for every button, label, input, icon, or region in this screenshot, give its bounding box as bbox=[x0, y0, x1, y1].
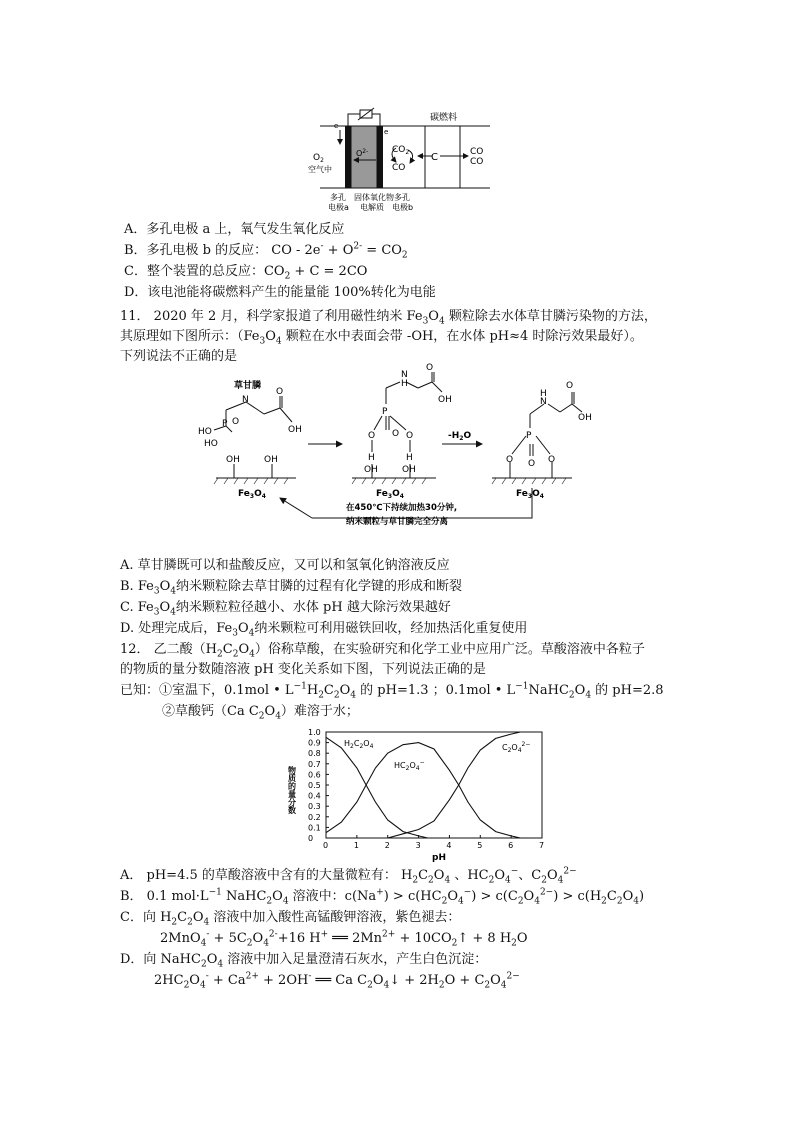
q10-option-d: D．该电池能将碳燃料产生的能量能 100%转化为电能 bbox=[124, 285, 436, 300]
label-c: C bbox=[431, 152, 438, 163]
series-line-HC2O4- bbox=[326, 743, 520, 838]
distribution-chart bbox=[287, 726, 552, 863]
q12-known-2: ②草酸钙（Ca $C_2O_4$）难溶于水； bbox=[162, 704, 359, 722]
atom-oh-2: OH bbox=[226, 455, 240, 465]
atom-p-3: P bbox=[526, 431, 532, 441]
y-tick-label: 0.9 bbox=[308, 738, 321, 748]
series-line-C2O42- bbox=[388, 732, 521, 838]
atom-o-9: O bbox=[528, 459, 536, 469]
q12-stem-2: 的物质的量分数随溶液 pH 变化关系如下图，下列说法正确的是 bbox=[120, 662, 486, 677]
atom-p-1: P bbox=[222, 419, 228, 429]
label-co-mid: CO bbox=[392, 163, 406, 173]
atom-n-2: N bbox=[401, 370, 408, 380]
atom-oh-7: OH bbox=[578, 413, 592, 423]
x-tick-label: 3 bbox=[415, 841, 421, 850]
label-co2: $CO_2$ bbox=[392, 145, 410, 156]
x-tick-label: 4 bbox=[446, 841, 452, 850]
label-b2: 电极b bbox=[392, 203, 414, 212]
glyphosate-diagram bbox=[196, 363, 606, 534]
label-loop-2: 纳米颗粒与草甘膦完全分离 bbox=[346, 517, 449, 527]
atom-oh-4: OH bbox=[438, 395, 452, 405]
q12-option-c: C．向 $H_2C_2O_4$ 溶液中加入酸性高锰酸钾溶液，紫色褪去： bbox=[120, 910, 461, 928]
q11-stem-3: 下列说法不正确的是 bbox=[120, 349, 238, 364]
y-tick-label: 1.0 bbox=[308, 728, 321, 737]
series-label-hc2o4: $HC_2O_4^-$ bbox=[394, 759, 425, 772]
y-tick-label: 0.7 bbox=[308, 759, 321, 769]
chart-ylabel: 物质的量分数 bbox=[287, 766, 297, 814]
atom-h-3: H bbox=[540, 389, 547, 399]
chart-xlabel: pH bbox=[432, 853, 446, 863]
label-fe3o4-2: $Fe_3O_4$ bbox=[376, 489, 404, 500]
q12-known-1: 已知：①室温下，0.1mol • $L^{-1}H_2C_2O_4$ 的 pH=1.3 ；0.1mol • $L^{-1}NaHC_2O_4$ 的 pH=2.8 bbox=[120, 681, 664, 701]
q11-stem-2: 其原理如下图所示：（$Fe_3O_4$ 颗粒在水中表面会带 -OH，在水体 pH≈4 时除污效果最好）。 bbox=[120, 329, 643, 347]
y-tick-label: 0.6 bbox=[308, 770, 321, 780]
series-label-h2c2o4: $H_2C_2O_4$ bbox=[344, 739, 374, 750]
atom-h-top: H bbox=[401, 379, 408, 389]
x-tick-label: 2 bbox=[384, 841, 390, 850]
q11-option-a: A. 草甘膦既可以和盐酸反应，又可以和氢氧化钠溶液反应 bbox=[120, 558, 450, 573]
q10-option-c: C．整个装置的总反应：$CO_2 + C = 2CO$ bbox=[124, 264, 368, 282]
series-line-H2C2O4 bbox=[326, 737, 428, 838]
y-tick-label: 0.4 bbox=[308, 791, 321, 801]
atom-oh-6: OH bbox=[402, 465, 416, 475]
x-tick-label: 5 bbox=[477, 841, 483, 850]
label-o2: $O_2$ bbox=[313, 153, 324, 164]
atom-o-7: O bbox=[566, 381, 574, 391]
label-o2-ion: $O^{2-}$ bbox=[356, 148, 369, 158]
label-a1: 多孔 bbox=[330, 193, 346, 202]
atom-o-2: O bbox=[276, 387, 284, 397]
atom-n-1: N bbox=[242, 395, 249, 405]
atom-oh-1: OH bbox=[288, 425, 302, 435]
label-a2: 电极a bbox=[328, 203, 349, 212]
label-loop-1: 在450℃下持续加热30分钟, bbox=[346, 503, 458, 513]
label-co-right2: CO bbox=[470, 157, 484, 167]
y-tick-label: 0.5 bbox=[308, 781, 321, 790]
label-fe3o4-3: $Fe_3O_4$ bbox=[516, 489, 544, 500]
label-minus-h2o: $-H_2O$ bbox=[448, 431, 472, 442]
y-tick-label: 0.2 bbox=[308, 812, 321, 822]
atom-p-2: P bbox=[382, 407, 388, 417]
q12-option-d: D．向 $NaHC_2O_4$ 溶液中加入足量澄清石灰水，产生白色沉淀： bbox=[120, 952, 488, 970]
q12-option-c-equation: $2MnO_4^- + 5C_2O_4^{2-}+16$ H+ ══ $2Mn^{2+}$ + $10CO_2↑ + 8$ $H_2O$ bbox=[160, 929, 528, 949]
atom-h-2: H bbox=[406, 453, 413, 463]
atom-h-1: H bbox=[368, 453, 375, 463]
y-tick-label: 0.3 bbox=[308, 802, 321, 812]
atom-oh-3: OH bbox=[264, 455, 278, 465]
atom-ho-2: HO bbox=[204, 439, 218, 449]
x-tick-label: 6 bbox=[508, 841, 514, 850]
atom-o-5: O bbox=[368, 431, 376, 441]
label-e-left: e bbox=[334, 122, 339, 130]
label-e-right: e bbox=[384, 128, 389, 136]
atom-oh-5: OH bbox=[364, 465, 378, 475]
atom-o-4: O bbox=[392, 429, 400, 439]
q12-option-b: B． 0.1 $mol\cdot L^{-1}$ $NaHC_2O_4$ 溶液中：$c(Na^+) > c(HC_2O_4^-) > c(C_2O_4^{2-}) > c(H_2C_2O_4)$ bbox=[120, 887, 645, 907]
y-tick-label: 0 bbox=[308, 834, 314, 843]
q11-option-d: D. 处理完成后，$Fe_3O_4$纳米颗粒可利用磁铁回收，经加热活化重复使用 bbox=[120, 621, 528, 639]
q11-option-c: C. $Fe_3O_4$纳米颗粒粒径越小、水体 pH 越大除污效果越好 bbox=[120, 600, 451, 618]
label-air: 空气中 bbox=[308, 165, 332, 174]
q11-stem-1: 11． 2020 年 2 月，科学家报道了利用磁性纳米 $Fe_3O_4$ 颗粒除去水体草甘膦污染物的方法， bbox=[120, 309, 657, 327]
fuel-cell-diagram bbox=[310, 108, 500, 218]
q12-stem-1: 12． 乙二酸$(H_2C_2O_4)$俗称草酸，在实验研究和化学工业中应用广泛。草酸溶液中各粒子 bbox=[120, 642, 645, 660]
atom-ho-1: HO bbox=[198, 427, 212, 437]
q11-option-b: B. $Fe_3O_4$纳米颗粒除去草甘膦的过程有化学键的形成和断裂 bbox=[120, 579, 462, 597]
x-tick-label: 7 bbox=[539, 841, 545, 850]
label-mid1: 固体氧化物 bbox=[354, 193, 394, 202]
x-tick-label: 0 bbox=[323, 841, 329, 850]
label-co-right1: CO bbox=[470, 147, 484, 157]
q10-option-b: B．多孔电极 b 的反应： CO - $2e^- + O^{2-} = CO_2$ bbox=[124, 241, 408, 261]
label-b1: 多孔 bbox=[394, 193, 410, 202]
label-glyphosate: 草甘膦 bbox=[234, 381, 262, 391]
series-label-c2o4: $C_2O_4^{2-}$ bbox=[502, 741, 531, 754]
y-tick-label: 0.1 bbox=[308, 823, 321, 833]
y-tick-label: 0.8 bbox=[308, 749, 321, 759]
atom-o-3: O bbox=[426, 363, 434, 373]
atom-o-1: O bbox=[232, 417, 240, 427]
q10-option-a: A．多孔电极 a 上，氧气发生氧化反应 bbox=[124, 222, 345, 237]
label-mid2: 电解质 bbox=[360, 203, 384, 212]
atom-o-10: O bbox=[548, 455, 556, 465]
atom-o-6: O bbox=[406, 431, 414, 441]
q12-option-a: A． pH=4.5 的草酸溶液中含有的大量微粒有： $H_2C_2O_4$ 、$HC_2O_4^-$、$C_2O_4^{2-}$ bbox=[120, 866, 577, 886]
atom-n-3: N bbox=[540, 397, 547, 407]
label-fuel: 碳燃料 bbox=[430, 113, 458, 123]
label-fe3o4-1: $Fe_3O_4$ bbox=[238, 489, 266, 500]
x-tick-label: 1 bbox=[353, 841, 359, 850]
atom-o-8: O bbox=[506, 455, 514, 465]
q12-option-d-equation: $2HC_2O_4^- + Ca^{2+} + 2OH^-$ ══ Ca $C_2O_4↓ + 2H_2O + C_2O_4^{2-}$ bbox=[154, 971, 520, 991]
